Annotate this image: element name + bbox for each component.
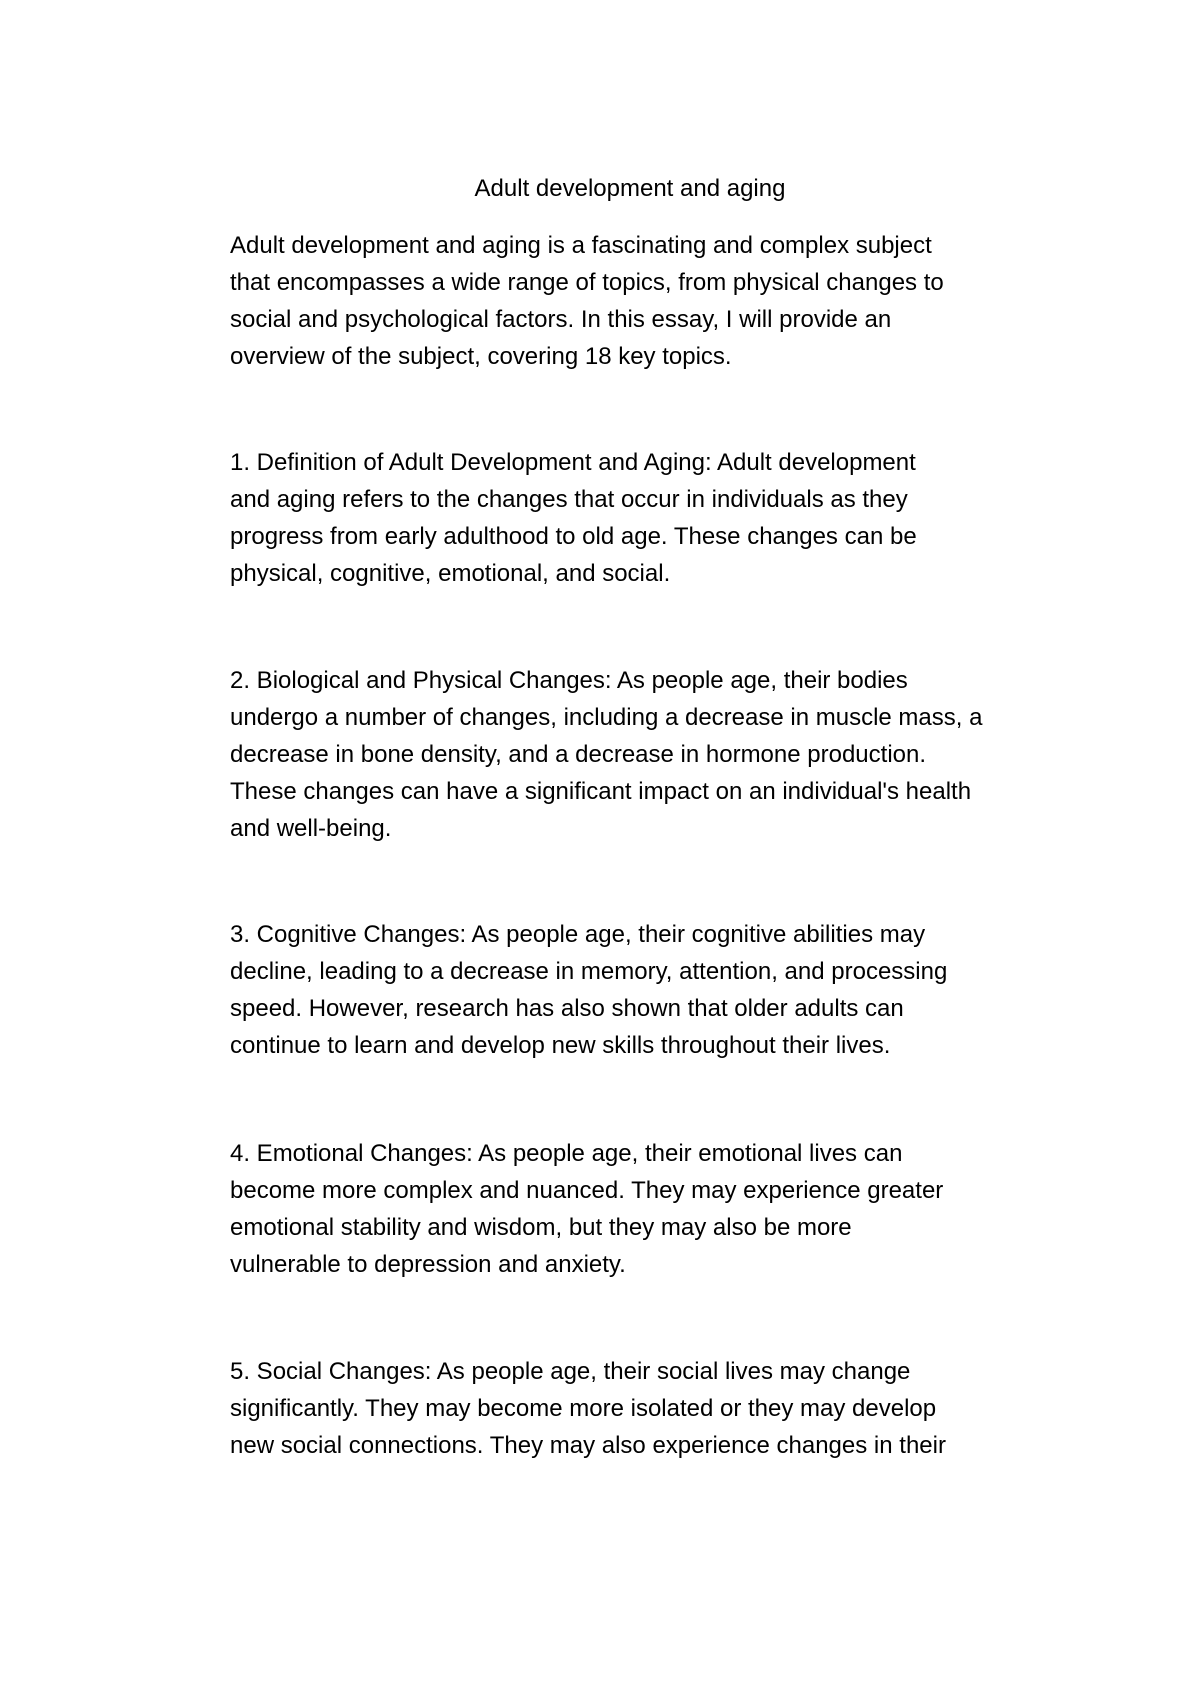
paragraph-cognitive-changes [230,916,1040,1064]
text-line: 4. Emotional Changes: As people age, their emotional lives can [230,1140,903,1167]
text-line: decline, leading to a decrease in memory, attention, and processing [230,958,948,985]
text-line: and aging refers to the changes that occur in individuals as they [230,486,908,513]
paragraph-social-changes [230,1353,1040,1464]
paragraph-emotional-changes [230,1135,1040,1283]
text-line: progress from early adulthood to old age. These changes can be [230,523,917,550]
document-title: Adult development and aging [474,175,786,202]
text-line: 3. Cognitive Changes: As people age, their cognitive abilities may [230,921,926,948]
text-line: become more complex and nuanced. They may experience greater [230,1177,944,1204]
text-line: physical, cognitive, emotional, and social. [230,560,671,587]
text-line: decrease in bone density, and a decrease in hormone production. [230,741,927,768]
text-line: emotional stability and wisdom, but they may also be more [230,1214,852,1241]
text-line: 1. Definition of Adult Development and Aging: Adult development [230,449,916,476]
text-line: and well-being. [230,815,392,842]
text-line: continue to learn and develop new skills throughout their lives. [230,1032,891,1059]
text-line: significantly. They may become more isolated or they may develop [230,1395,937,1422]
text-line: undergo a number of changes, including a decrease in muscle mass, a [230,704,983,731]
text-line: Adult development and aging is a fascinating and complex subject [230,232,932,259]
text-line: that encompasses a wide range of topics, from physical changes to [230,269,944,296]
text-line: new social connections. They may also experience changes in their [230,1432,946,1459]
paragraph-definition [230,444,1040,592]
text-line: These changes can have a significant impact on an individual's health [230,778,972,805]
text-line: social and psychological factors. In this essay, I will provide an [230,306,892,333]
paragraph-intro [230,227,1040,375]
text-line: speed. However, research has also shown that older adults can [230,995,904,1022]
text-line: 2. Biological and Physical Changes: As people age, their bodies [230,667,908,694]
text-line: 5. Social Changes: As people age, their social lives may change [230,1358,911,1385]
text-line: overview of the subject, covering 18 key topics. [230,343,732,370]
text-line: vulnerable to depression and anxiety. [230,1251,626,1278]
paragraph-biological-changes [230,662,1040,847]
